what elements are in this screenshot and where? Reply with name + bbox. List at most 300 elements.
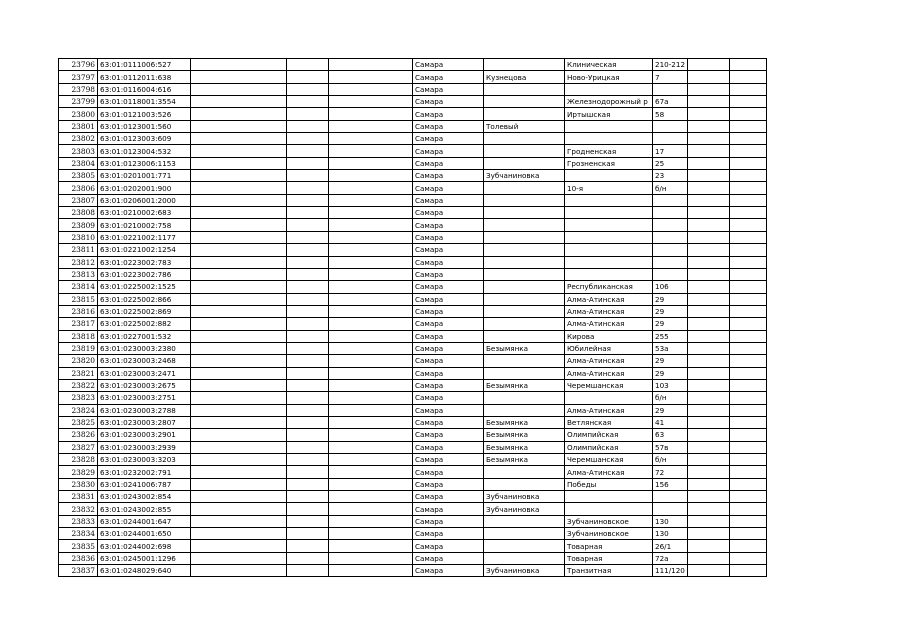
- cadastral-number-cell[interactable]: 63:01:0112011:638: [98, 71, 191, 83]
- city-cell[interactable]: Самара: [413, 503, 484, 515]
- district-cell[interactable]: [484, 367, 565, 379]
- empty-cell[interactable]: [329, 268, 413, 280]
- empty-cell[interactable]: [730, 268, 767, 280]
- cadastral-number-cell[interactable]: 63:01:0123004:532: [98, 145, 191, 157]
- cadastral-number-cell[interactable]: 63:01:0118001:3554: [98, 96, 191, 108]
- empty-cell[interactable]: [191, 231, 287, 243]
- row-number-cell[interactable]: 23819: [59, 342, 98, 354]
- street-cell[interactable]: [565, 268, 653, 280]
- cadastral-number-cell[interactable]: 63:01:0121003:526: [98, 108, 191, 120]
- cadastral-number-cell[interactable]: 63:01:0230003:2807: [98, 416, 191, 428]
- row-number-cell[interactable]: 23835: [59, 540, 98, 552]
- empty-cell[interactable]: [287, 330, 329, 342]
- empty-cell[interactable]: [730, 108, 767, 120]
- house-cell[interactable]: [653, 83, 688, 95]
- empty-cell[interactable]: [287, 83, 329, 95]
- empty-cell[interactable]: [329, 367, 413, 379]
- empty-cell[interactable]: [688, 145, 730, 157]
- empty-cell[interactable]: [329, 157, 413, 169]
- district-cell[interactable]: [484, 330, 565, 342]
- street-cell[interactable]: Алма-Атинская: [565, 404, 653, 416]
- empty-cell[interactable]: [688, 540, 730, 552]
- empty-cell[interactable]: [287, 454, 329, 466]
- district-cell[interactable]: Безымянка: [484, 342, 565, 354]
- empty-cell[interactable]: [287, 503, 329, 515]
- row-number-cell[interactable]: 23832: [59, 503, 98, 515]
- empty-cell[interactable]: [730, 528, 767, 540]
- row-number-cell[interactable]: 23797: [59, 71, 98, 83]
- row-number-cell[interactable]: 23817: [59, 318, 98, 330]
- empty-cell[interactable]: [329, 305, 413, 317]
- house-cell[interactable]: [653, 133, 688, 145]
- city-cell[interactable]: Самара: [413, 182, 484, 194]
- city-cell[interactable]: Самара: [413, 83, 484, 95]
- city-cell[interactable]: Самара: [413, 231, 484, 243]
- house-cell[interactable]: 130: [653, 528, 688, 540]
- house-cell[interactable]: 103: [653, 379, 688, 391]
- city-cell[interactable]: Самара: [413, 157, 484, 169]
- empty-cell[interactable]: [688, 96, 730, 108]
- row-number-cell[interactable]: 23824: [59, 404, 98, 416]
- empty-cell[interactable]: [730, 133, 767, 145]
- empty-cell[interactable]: [730, 441, 767, 453]
- district-cell[interactable]: [484, 157, 565, 169]
- empty-cell[interactable]: [329, 330, 413, 342]
- house-cell[interactable]: 72а: [653, 552, 688, 564]
- empty-cell[interactable]: [730, 83, 767, 95]
- empty-cell[interactable]: [688, 293, 730, 305]
- cadastral-number-cell[interactable]: 63:01:0243002:855: [98, 503, 191, 515]
- empty-cell[interactable]: [287, 170, 329, 182]
- empty-cell[interactable]: [688, 491, 730, 503]
- empty-cell[interactable]: [191, 392, 287, 404]
- empty-cell[interactable]: [329, 244, 413, 256]
- row-number-cell[interactable]: 23833: [59, 515, 98, 527]
- empty-cell[interactable]: [287, 429, 329, 441]
- empty-cell[interactable]: [287, 231, 329, 243]
- empty-cell[interactable]: [688, 268, 730, 280]
- empty-cell[interactable]: [191, 491, 287, 503]
- empty-cell[interactable]: [191, 219, 287, 231]
- empty-cell[interactable]: [688, 120, 730, 132]
- empty-cell[interactable]: [730, 120, 767, 132]
- district-cell[interactable]: [484, 355, 565, 367]
- house-cell[interactable]: [653, 268, 688, 280]
- district-cell[interactable]: [484, 256, 565, 268]
- empty-cell[interactable]: [329, 59, 413, 71]
- street-cell[interactable]: [565, 503, 653, 515]
- empty-cell[interactable]: [688, 194, 730, 206]
- empty-cell[interactable]: [688, 305, 730, 317]
- empty-cell[interactable]: [688, 281, 730, 293]
- empty-cell[interactable]: [191, 318, 287, 330]
- house-cell[interactable]: [653, 244, 688, 256]
- row-number-cell[interactable]: 23808: [59, 207, 98, 219]
- district-cell[interactable]: Зубчаниновка: [484, 491, 565, 503]
- city-cell[interactable]: Самара: [413, 355, 484, 367]
- row-number-cell[interactable]: 23802: [59, 133, 98, 145]
- district-cell[interactable]: Кузнецова: [484, 71, 565, 83]
- city-cell[interactable]: Самара: [413, 330, 484, 342]
- street-cell[interactable]: Гродненская: [565, 145, 653, 157]
- empty-cell[interactable]: [329, 281, 413, 293]
- empty-cell[interactable]: [730, 416, 767, 428]
- cadastral-number-cell[interactable]: 63:01:0230003:2939: [98, 441, 191, 453]
- city-cell[interactable]: Самара: [413, 281, 484, 293]
- city-cell[interactable]: Самара: [413, 305, 484, 317]
- row-number-cell[interactable]: 23798: [59, 83, 98, 95]
- cadastral-number-cell[interactable]: 63:01:0210002:683: [98, 207, 191, 219]
- empty-cell[interactable]: [287, 367, 329, 379]
- cadastral-number-cell[interactable]: 63:01:0227001:532: [98, 330, 191, 342]
- street-cell[interactable]: Зубчаниновское: [565, 528, 653, 540]
- district-cell[interactable]: [484, 293, 565, 305]
- row-number-cell[interactable]: 23821: [59, 367, 98, 379]
- house-cell[interactable]: 106: [653, 281, 688, 293]
- cadastral-number-cell[interactable]: 63:01:0244001:650: [98, 528, 191, 540]
- empty-cell[interactable]: [287, 182, 329, 194]
- city-cell[interactable]: Самара: [413, 108, 484, 120]
- empty-cell[interactable]: [688, 565, 730, 577]
- house-cell[interactable]: [653, 194, 688, 206]
- empty-cell[interactable]: [287, 59, 329, 71]
- street-cell[interactable]: Алма-Атинская: [565, 466, 653, 478]
- empty-cell[interactable]: [287, 565, 329, 577]
- empty-cell[interactable]: [730, 281, 767, 293]
- district-cell[interactable]: [484, 59, 565, 71]
- empty-cell[interactable]: [191, 244, 287, 256]
- street-cell[interactable]: Товарная: [565, 552, 653, 564]
- district-cell[interactable]: [484, 404, 565, 416]
- street-cell[interactable]: Олимпийская: [565, 429, 653, 441]
- street-cell[interactable]: Иртышская: [565, 108, 653, 120]
- street-cell[interactable]: [565, 491, 653, 503]
- street-cell[interactable]: [565, 256, 653, 268]
- row-number-cell[interactable]: 23811: [59, 244, 98, 256]
- cadastral-number-cell[interactable]: 63:01:0206001:2000: [98, 194, 191, 206]
- city-cell[interactable]: Самара: [413, 404, 484, 416]
- empty-cell[interactable]: [191, 145, 287, 157]
- empty-cell[interactable]: [329, 96, 413, 108]
- empty-cell[interactable]: [688, 416, 730, 428]
- empty-cell[interactable]: [191, 342, 287, 354]
- empty-cell[interactable]: [287, 466, 329, 478]
- empty-cell[interactable]: [191, 182, 287, 194]
- empty-cell[interactable]: [329, 207, 413, 219]
- cadastral-number-cell[interactable]: 63:01:0210002:758: [98, 219, 191, 231]
- empty-cell[interactable]: [730, 429, 767, 441]
- empty-cell[interactable]: [329, 256, 413, 268]
- empty-cell[interactable]: [329, 478, 413, 490]
- district-cell[interactable]: Зубчаниновка: [484, 565, 565, 577]
- empty-cell[interactable]: [730, 256, 767, 268]
- house-cell[interactable]: 58: [653, 108, 688, 120]
- row-number-cell[interactable]: 23830: [59, 478, 98, 490]
- empty-cell[interactable]: [688, 170, 730, 182]
- empty-cell[interactable]: [329, 454, 413, 466]
- row-number-cell[interactable]: 23820: [59, 355, 98, 367]
- cadastral-number-cell[interactable]: 63:01:0123001:560: [98, 120, 191, 132]
- street-cell[interactable]: [565, 133, 653, 145]
- empty-cell[interactable]: [730, 231, 767, 243]
- empty-cell[interactable]: [329, 219, 413, 231]
- row-number-cell[interactable]: 23837: [59, 565, 98, 577]
- house-cell[interactable]: 29: [653, 367, 688, 379]
- cadastral-number-cell[interactable]: 63:01:0244001:647: [98, 515, 191, 527]
- empty-cell[interactable]: [730, 503, 767, 515]
- empty-cell[interactable]: [329, 540, 413, 552]
- house-cell[interactable]: б/н: [653, 392, 688, 404]
- cadastral-number-cell[interactable]: 63:01:0123003:609: [98, 133, 191, 145]
- city-cell[interactable]: Самара: [413, 466, 484, 478]
- empty-cell[interactable]: [287, 256, 329, 268]
- street-cell[interactable]: 10-я: [565, 182, 653, 194]
- empty-cell[interactable]: [191, 170, 287, 182]
- empty-cell[interactable]: [688, 466, 730, 478]
- house-cell[interactable]: б/н: [653, 182, 688, 194]
- cadastral-number-cell[interactable]: 63:01:0230003:2675: [98, 379, 191, 391]
- empty-cell[interactable]: [329, 404, 413, 416]
- street-cell[interactable]: Республиканская: [565, 281, 653, 293]
- street-cell[interactable]: Железнодорожный р: [565, 96, 653, 108]
- empty-cell[interactable]: [329, 552, 413, 564]
- empty-cell[interactable]: [329, 342, 413, 354]
- empty-cell[interactable]: [688, 392, 730, 404]
- house-cell[interactable]: 29: [653, 404, 688, 416]
- empty-cell[interactable]: [329, 392, 413, 404]
- row-number-cell[interactable]: 23818: [59, 330, 98, 342]
- city-cell[interactable]: Самара: [413, 170, 484, 182]
- district-cell[interactable]: [484, 244, 565, 256]
- house-cell[interactable]: 210-212: [653, 59, 688, 71]
- row-number-cell[interactable]: 23822: [59, 379, 98, 391]
- row-number-cell[interactable]: 23805: [59, 170, 98, 182]
- empty-cell[interactable]: [287, 441, 329, 453]
- street-cell[interactable]: Олимпийская: [565, 441, 653, 453]
- empty-cell[interactable]: [688, 59, 730, 71]
- row-number-cell[interactable]: 23810: [59, 231, 98, 243]
- district-cell[interactable]: [484, 552, 565, 564]
- row-number-cell[interactable]: 23800: [59, 108, 98, 120]
- empty-cell[interactable]: [730, 466, 767, 478]
- empty-cell[interactable]: [329, 145, 413, 157]
- empty-cell[interactable]: [287, 133, 329, 145]
- cadastral-number-cell[interactable]: 63:01:0245001:1296: [98, 552, 191, 564]
- city-cell[interactable]: Самара: [413, 268, 484, 280]
- empty-cell[interactable]: [688, 367, 730, 379]
- empty-cell[interactable]: [287, 120, 329, 132]
- empty-cell[interactable]: [287, 207, 329, 219]
- empty-cell[interactable]: [287, 355, 329, 367]
- empty-cell[interactable]: [191, 454, 287, 466]
- city-cell[interactable]: Самара: [413, 528, 484, 540]
- district-cell[interactable]: [484, 478, 565, 490]
- district-cell[interactable]: [484, 318, 565, 330]
- empty-cell[interactable]: [191, 207, 287, 219]
- empty-cell[interactable]: [287, 342, 329, 354]
- street-cell[interactable]: Грозненская: [565, 157, 653, 169]
- city-cell[interactable]: Самара: [413, 293, 484, 305]
- empty-cell[interactable]: [730, 207, 767, 219]
- empty-cell[interactable]: [287, 293, 329, 305]
- city-cell[interactable]: Самара: [413, 478, 484, 490]
- empty-cell[interactable]: [191, 379, 287, 391]
- street-cell[interactable]: Черемшанская: [565, 379, 653, 391]
- empty-cell[interactable]: [730, 157, 767, 169]
- empty-cell[interactable]: [730, 454, 767, 466]
- city-cell[interactable]: Самара: [413, 145, 484, 157]
- street-cell[interactable]: Ветлянская: [565, 416, 653, 428]
- city-cell[interactable]: Самара: [413, 367, 484, 379]
- street-cell[interactable]: Алма-Атинская: [565, 355, 653, 367]
- empty-cell[interactable]: [191, 330, 287, 342]
- empty-cell[interactable]: [287, 540, 329, 552]
- district-cell[interactable]: Зубчаниновка: [484, 170, 565, 182]
- house-cell[interactable]: 25: [653, 157, 688, 169]
- street-cell[interactable]: [565, 244, 653, 256]
- empty-cell[interactable]: [688, 503, 730, 515]
- house-cell[interactable]: 53а: [653, 342, 688, 354]
- empty-cell[interactable]: [191, 355, 287, 367]
- house-cell[interactable]: [653, 231, 688, 243]
- empty-cell[interactable]: [730, 244, 767, 256]
- empty-cell[interactable]: [730, 515, 767, 527]
- empty-cell[interactable]: [329, 194, 413, 206]
- house-cell[interactable]: 7: [653, 71, 688, 83]
- empty-cell[interactable]: [329, 355, 413, 367]
- cadastral-number-cell[interactable]: 63:01:0201001:771: [98, 170, 191, 182]
- row-number-cell[interactable]: 23825: [59, 416, 98, 428]
- cadastral-number-cell[interactable]: 63:01:0243002:854: [98, 491, 191, 503]
- empty-cell[interactable]: [329, 429, 413, 441]
- district-cell[interactable]: [484, 305, 565, 317]
- empty-cell[interactable]: [688, 441, 730, 453]
- empty-cell[interactable]: [688, 71, 730, 83]
- city-cell[interactable]: Самара: [413, 219, 484, 231]
- district-cell[interactable]: [484, 219, 565, 231]
- district-cell[interactable]: [484, 194, 565, 206]
- row-number-cell[interactable]: 23801: [59, 120, 98, 132]
- empty-cell[interactable]: [730, 182, 767, 194]
- district-cell[interactable]: [484, 96, 565, 108]
- empty-cell[interactable]: [287, 478, 329, 490]
- city-cell[interactable]: Самара: [413, 342, 484, 354]
- empty-cell[interactable]: [688, 330, 730, 342]
- empty-cell[interactable]: [287, 145, 329, 157]
- empty-cell[interactable]: [730, 404, 767, 416]
- empty-cell[interactable]: [329, 71, 413, 83]
- district-cell[interactable]: [484, 145, 565, 157]
- city-cell[interactable]: Самара: [413, 379, 484, 391]
- cadastral-number-cell[interactable]: 63:01:0230003:2380: [98, 342, 191, 354]
- street-cell[interactable]: Алма-Атинская: [565, 305, 653, 317]
- empty-cell[interactable]: [730, 379, 767, 391]
- empty-cell[interactable]: [287, 96, 329, 108]
- district-cell[interactable]: [484, 207, 565, 219]
- empty-cell[interactable]: [287, 552, 329, 564]
- empty-cell[interactable]: [287, 318, 329, 330]
- district-cell[interactable]: Безымянка: [484, 441, 565, 453]
- street-cell[interactable]: [565, 170, 653, 182]
- empty-cell[interactable]: [191, 157, 287, 169]
- empty-cell[interactable]: [287, 219, 329, 231]
- row-number-cell[interactable]: 23796: [59, 59, 98, 71]
- house-cell[interactable]: 255: [653, 330, 688, 342]
- city-cell[interactable]: Самара: [413, 491, 484, 503]
- empty-cell[interactable]: [688, 244, 730, 256]
- city-cell[interactable]: Самара: [413, 540, 484, 552]
- district-cell[interactable]: [484, 466, 565, 478]
- district-cell[interactable]: [484, 182, 565, 194]
- empty-cell[interactable]: [191, 83, 287, 95]
- house-cell[interactable]: 111/120: [653, 565, 688, 577]
- empty-cell[interactable]: [191, 133, 287, 145]
- empty-cell[interactable]: [191, 256, 287, 268]
- cadastral-number-cell[interactable]: 63:01:0223002:786: [98, 268, 191, 280]
- district-cell[interactable]: [484, 392, 565, 404]
- empty-cell[interactable]: [191, 429, 287, 441]
- street-cell[interactable]: Ново-Урицкая: [565, 71, 653, 83]
- house-cell[interactable]: 26/1: [653, 540, 688, 552]
- house-cell[interactable]: 23: [653, 170, 688, 182]
- city-cell[interactable]: Самара: [413, 256, 484, 268]
- empty-cell[interactable]: [191, 96, 287, 108]
- house-cell[interactable]: [653, 491, 688, 503]
- row-number-cell[interactable]: 23826: [59, 429, 98, 441]
- district-cell[interactable]: Безымянка: [484, 454, 565, 466]
- cadastral-number-cell[interactable]: 63:01:0230003:2468: [98, 355, 191, 367]
- empty-cell[interactable]: [688, 108, 730, 120]
- empty-cell[interactable]: [287, 108, 329, 120]
- house-cell[interactable]: 29: [653, 355, 688, 367]
- district-cell[interactable]: [484, 108, 565, 120]
- street-cell[interactable]: Алма-Атинская: [565, 318, 653, 330]
- row-number-cell[interactable]: 23807: [59, 194, 98, 206]
- house-cell[interactable]: 63: [653, 429, 688, 441]
- empty-cell[interactable]: [329, 491, 413, 503]
- empty-cell[interactable]: [730, 367, 767, 379]
- empty-cell[interactable]: [191, 565, 287, 577]
- district-cell[interactable]: [484, 540, 565, 552]
- row-number-cell[interactable]: 23831: [59, 491, 98, 503]
- empty-cell[interactable]: [688, 83, 730, 95]
- house-cell[interactable]: [653, 256, 688, 268]
- empty-cell[interactable]: [730, 478, 767, 490]
- empty-cell[interactable]: [730, 96, 767, 108]
- empty-cell[interactable]: [688, 528, 730, 540]
- empty-cell[interactable]: [287, 416, 329, 428]
- district-cell[interactable]: Безымянка: [484, 416, 565, 428]
- city-cell[interactable]: Самара: [413, 194, 484, 206]
- district-cell[interactable]: [484, 133, 565, 145]
- empty-cell[interactable]: [730, 194, 767, 206]
- cadastral-number-cell[interactable]: 63:01:0230003:3203: [98, 454, 191, 466]
- row-number-cell[interactable]: 23827: [59, 441, 98, 453]
- street-cell[interactable]: [565, 120, 653, 132]
- street-cell[interactable]: [565, 219, 653, 231]
- empty-cell[interactable]: [191, 552, 287, 564]
- cadastral-number-cell[interactable]: 63:01:0225002:866: [98, 293, 191, 305]
- empty-cell[interactable]: [191, 194, 287, 206]
- empty-cell[interactable]: [287, 491, 329, 503]
- street-cell[interactable]: [565, 194, 653, 206]
- row-number-cell[interactable]: 23799: [59, 96, 98, 108]
- empty-cell[interactable]: [329, 133, 413, 145]
- empty-cell[interactable]: [287, 515, 329, 527]
- city-cell[interactable]: Самара: [413, 515, 484, 527]
- row-number-cell[interactable]: 23815: [59, 293, 98, 305]
- empty-cell[interactable]: [191, 268, 287, 280]
